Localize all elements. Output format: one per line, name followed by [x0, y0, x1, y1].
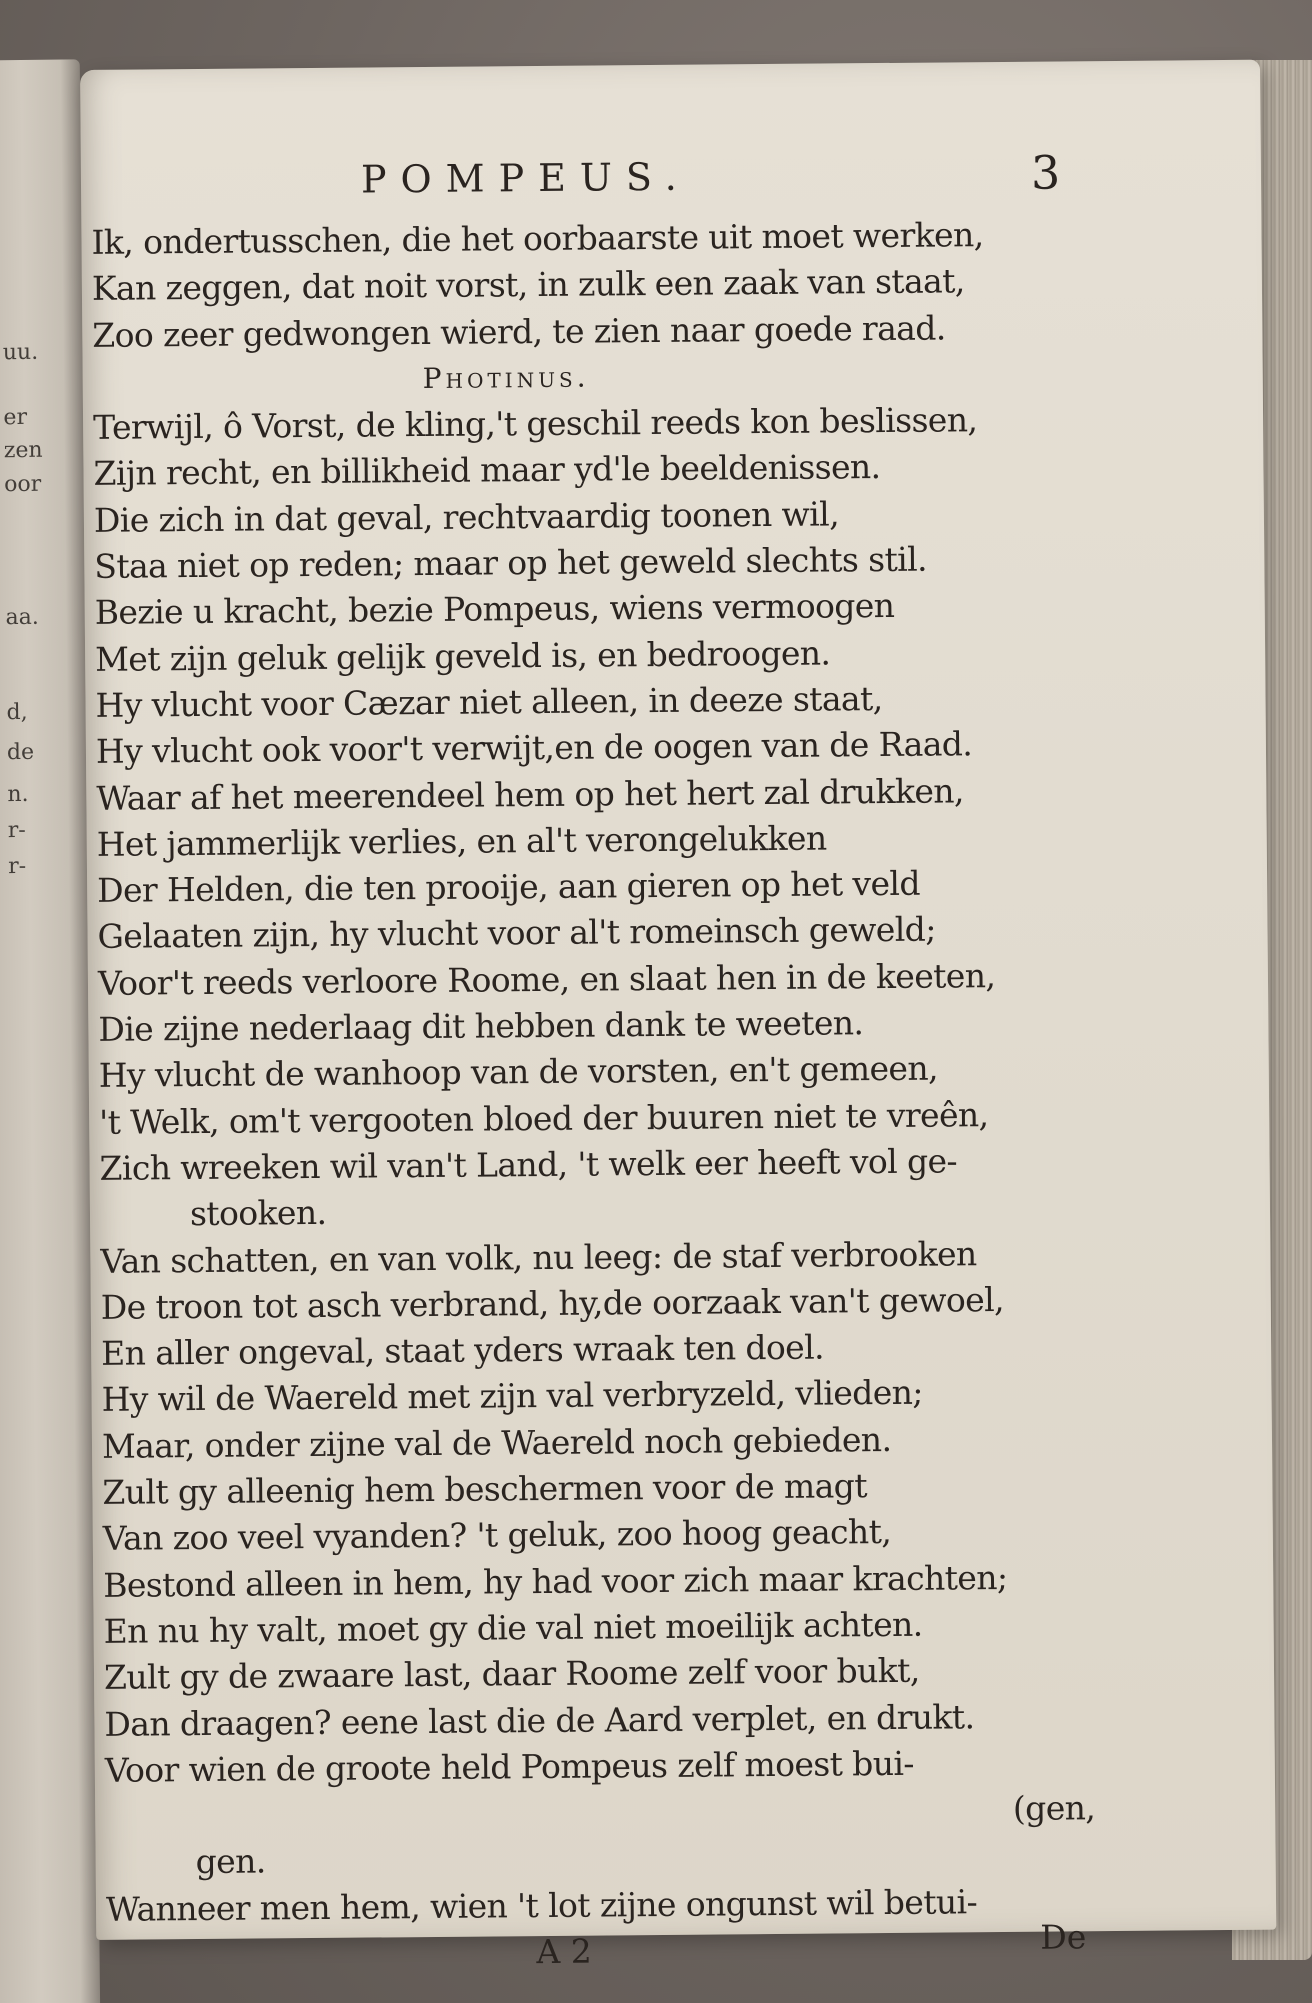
verse-line: Wanneer men hem, wien 't lot zijne ongunst wil betui-	[105, 1881, 978, 1929]
verse-line: Ik, ondertusschen, die het oorbaarste uit moet werken,	[91, 215, 984, 262]
verse-line: Gelaaten zijn, hy vlucht voor al't romeinsch geweld;	[97, 910, 936, 957]
left-page-fragment: n.	[7, 781, 29, 808]
verse-line: Maar, onder zijne val de Waereld noch gebieden.	[101, 1419, 892, 1466]
verse-line: Bezie u kracht, bezie Pompeus, wiens vermoogen	[94, 586, 895, 633]
verse-line: Zult gy alleenig hem beschermen voor de magt	[102, 1466, 868, 1512]
page-header	[91, 145, 1091, 220]
verse-line-continuation: gen.	[195, 1841, 266, 1882]
verse-line: Zijn recht, en billikheid maar yd'le beeldenissen.	[93, 447, 881, 494]
verse-line: Hy vlucht voor Cæzar niet alleen, in deeze staat,	[95, 678, 883, 725]
catchword: De	[1040, 1917, 1087, 1957]
signature-mark: A 2	[536, 1931, 592, 1972]
book-page	[80, 60, 1276, 1972]
left-page-fragment: aa.	[5, 604, 39, 631]
left-page-fragment: zen	[3, 437, 43, 464]
left-page-fragment: uu.	[2, 339, 39, 366]
verse-line: Hy vlucht ook voor't verwijt,en de oogen van de Raad.	[95, 724, 973, 772]
verse-line: Van schatten, en van volk, nu leeg: de staf verbrooken	[100, 1233, 977, 1281]
verse-line: Die zijne nederlaag dit hebben dank te weeten.	[98, 1003, 864, 1049]
left-page-fragment: de	[6, 739, 35, 766]
verse-line-continuation: stooken.	[189, 1193, 327, 1234]
verse-line: En nu hy valt, moet gy die val niet moeilijk achten.	[103, 1604, 923, 1651]
verse-line: Bestond alleen in hem, hy had voor zich maar krachten;	[103, 1557, 1008, 1605]
page-text-block	[91, 145, 1107, 1979]
left-page-fragment: r-	[8, 853, 27, 880]
verse-line: Zult gy de zwaare last, daar Roome zelf voor bukt,	[103, 1650, 920, 1698]
verse-line: Die zich in dat geval, rechtvaardig toonen wil,	[93, 494, 840, 540]
left-page-fragment: r-	[7, 817, 26, 844]
verse-line: Het jammerlijk verlies, en al't verongelukken	[96, 818, 827, 864]
left-page-fragment: d,	[6, 699, 28, 726]
verse-line: Waar af het meerendeel hem op het hert zal drukken,	[96, 770, 965, 818]
verse-line: Kan zeggen, dat noit vorst, in zulk een zaak van staat,	[91, 261, 965, 309]
verse-lines	[91, 211, 1106, 1933]
verse-line: Met zijn geluk gelijk geveld is, en bedroogen.	[94, 633, 831, 679]
verse-line: Van zoo veel vyanden? 't geluk, zoo hoog geacht,	[102, 1512, 892, 1559]
verse-line: Terwijl, ô Vorst, de kling,'t geschil reeds kon beslissen,	[92, 400, 978, 448]
page-footer	[106, 1917, 1106, 1979]
left-page-fragment: oor	[4, 471, 42, 498]
page-number: 3	[1030, 145, 1061, 200]
verse-line: Voor't reeds verloore Roome, en slaat hen in de keeten,	[97, 955, 996, 1003]
verse-line: Staa niet op reden; maar op het geweld slechts stil.	[94, 539, 928, 586]
verse-line: Hy vlucht de wanhoop van de vorsten, en't gemeen,	[98, 1048, 939, 1096]
verse-line: Dan draagen? eene last die de Aard verplet, en drukt.	[104, 1696, 975, 1744]
left-page-fragment: er	[3, 404, 28, 431]
verse-line: Zoo zeer gedwongen wierd, te zien naar goede raad.	[92, 308, 946, 355]
verse-line: Hy wil de Waereld met zijn val verbryzeld, vlieden;	[101, 1373, 923, 1420]
speaker-name: Photinus.	[422, 360, 590, 395]
running-title: POMPEUS.	[360, 154, 691, 202]
verse-line: Der Helden, die ten prooije, aan gieren op het veld	[96, 863, 921, 911]
verse-line: Zich wreeken wil van't Land, 't welk eer heeft vol ge-	[99, 1141, 958, 1188]
verse-line: En aller ongeval, staat yders wraak ten doel.	[101, 1327, 825, 1373]
verse-line-overflow: (gen,	[1012, 1788, 1096, 1829]
verse-line: Voor wien de groote held Pompeus zelf moest bui-	[104, 1743, 915, 1790]
verse-line: 't Welk, om't vergooten bloed der buuren niet te vreên,	[99, 1094, 989, 1142]
verse-line: De troon tot asch verbrand, hy,de oorzaak van't gewoel,	[100, 1279, 1005, 1327]
